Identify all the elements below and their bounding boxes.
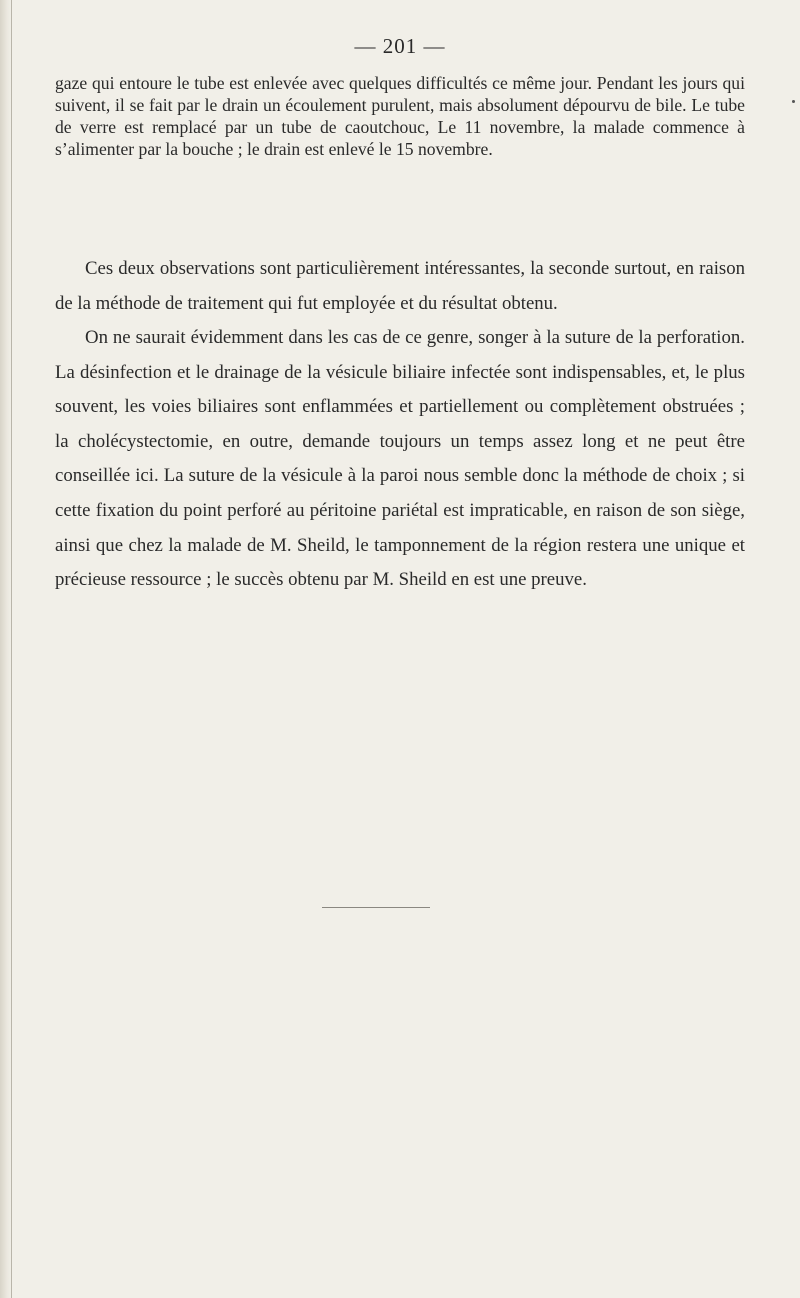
page-number: — 201 — bbox=[354, 34, 446, 58]
paragraph-observations: Ces deux observations sont particulièrement intéressantes, la seconde surtout, en raison de la méthode de traitement qui fut employée et du résultat obtenu. bbox=[55, 258, 745, 314]
section-separator-rule bbox=[322, 907, 430, 908]
margin-mark bbox=[792, 100, 795, 103]
page-binding-line bbox=[11, 0, 12, 1298]
paragraph-case-continuation: gaze qui entoure le tube est enlevée avec quelques difficultés ce même jour. Pendant les jours qui suivent, il se fait par le drain un écoulement purulent, mais absolument dépourvu de bile. Le tube de verre est remplacé par un tube de caoutchouc, Le 11 novembre, la malade commence à s’alimenter par la bouche ; le drain est enlevé le 15 novembre. bbox=[55, 73, 745, 159]
paragraph-discussion: On ne saurait évidemment dans les cas de ce genre, songer à la suture de la perforation. La désinfection et le drainage de la vésicule biliaire infectée sont indispensables, et, le plus souvent, les voies biliaires sont enflammées et partiellement ou complètement obstruées ; la cholécystectomie, en outre, demande toujours un temps assez long et ne peut être conseillée ici. La suture de la vésicule à la paroi nous semble donc la méthode de choix ; si cette fixation du point perforé au péritoine pariétal est impraticable, en raison de son siège, ainsi que chez la malade de M. Sheild, le tamponnement de la région restera une unique et précieuse ressource ; le succès obtenu par M. Sheild en est une preuve. bbox=[55, 327, 745, 591]
